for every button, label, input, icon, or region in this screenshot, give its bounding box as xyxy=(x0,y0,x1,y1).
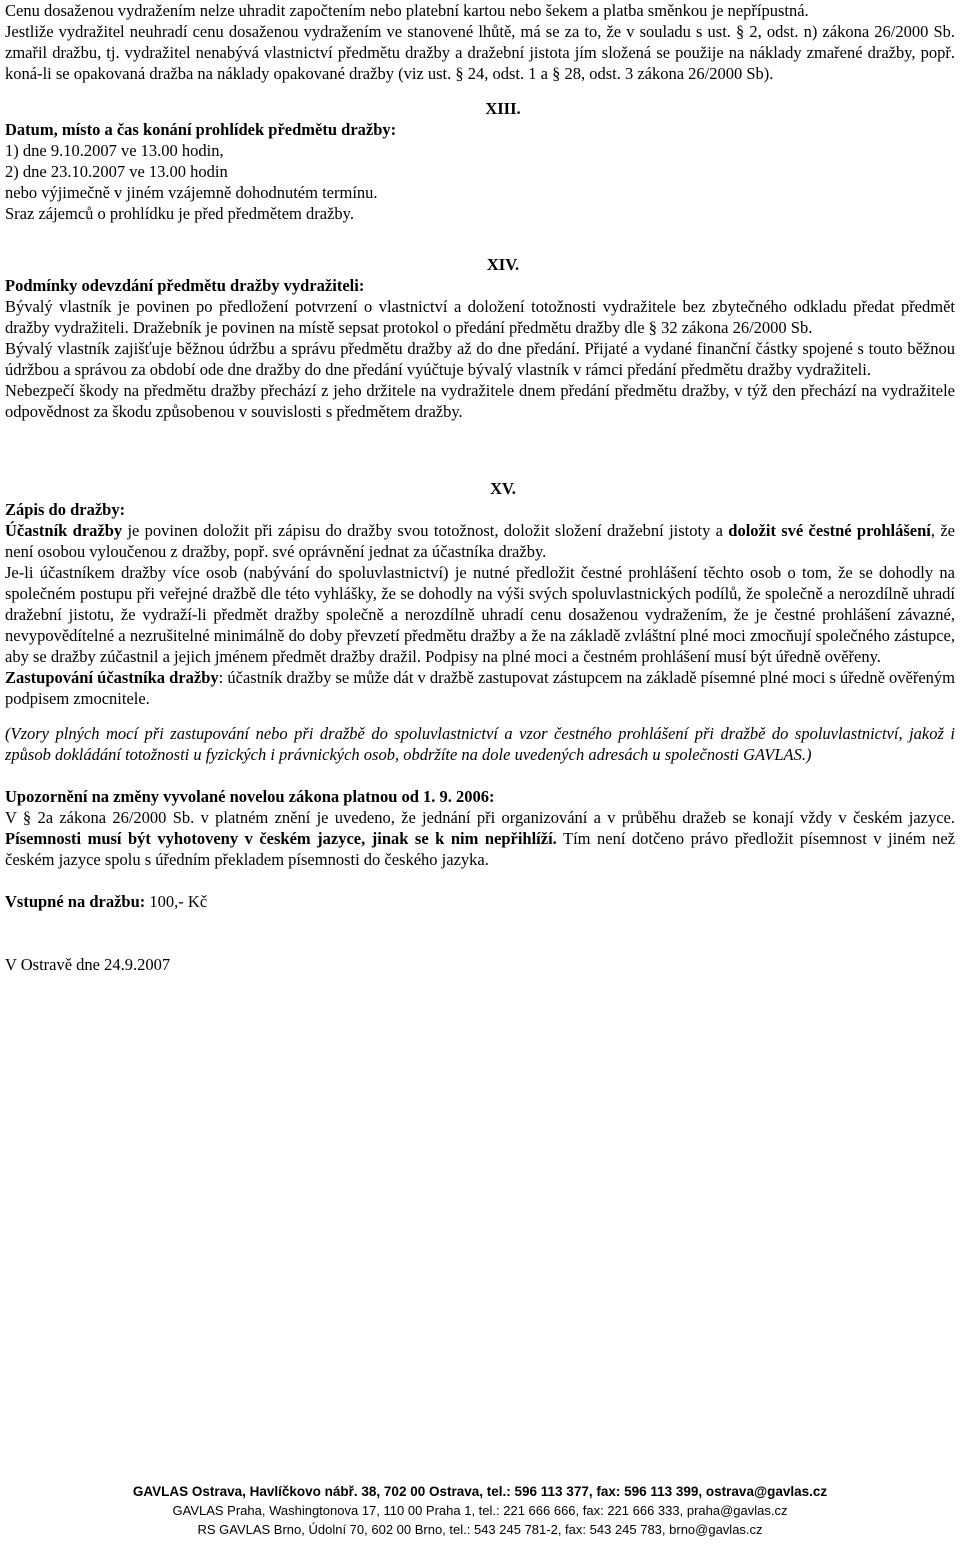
text-run: : účastník dražby se může dát v dražbě zastupovat zástupcem na základě písemné plné moci s úředně ověřeným podpisem zmocnitele. xyxy=(5,668,955,708)
section-xv xyxy=(5,478,955,765)
handover-paragraph-1: Bývalý vlastník je povinen po předložení potvrzení o vlastnictví a doložení totožnosti vydražitele bez zbytečného odkladu předat předmět dražby vydražiteli. Dražebník je povinen na místě sepsat protokol o předání předmětu dražby dle § 32 zákona 26/2000 Sb. xyxy=(5,297,955,337)
spacer xyxy=(5,422,955,464)
text-run: je povinen doložit při zápisu do dražby svou totožnost, doložit složení dražební jistoty a xyxy=(122,521,729,540)
intro-paragraph-default: Jestliže vydražitel neuhradí cenu dosaženou vydražením ve stanovené lhůtě, má se za to, že v souladu s ust. § 2, odst. n) zákona 26/2000 Sb. zmařil dražbu, tj. vydražitel nenabývá vlastnictví předmětu dražby a dražební jistota jím složená se použije na náklady zmařené dražby, popř. koná-li se opakovaná dražba na náklady opakované dražby (viz ust. § 24, odst. 1 a § 28, odst. 3 zákona 26/2000 Sb). xyxy=(5,22,955,83)
text-run: Tím není dotčeno právo předložit písemnost v jiném než českém jazyce spolu s úředním překladem písemnosti do českého jazyka. xyxy=(5,829,955,869)
registration-paragraph-2: Je-li účastníkem dražby více osob (nabývání do spoluvlastnictví) je nutné předložit čestné prohlášení těchto osob o tom, že se dohodly na společném postupu při veřejné dražbě dle této vyhlášky, že se dohodly na výši svých spoluvlastnických podílů, že společně a nerozdílně uhradí dražební jistotu, že vydraží-li předmět dražby společně a nerozdílně uhradí cenu dosaženou vydražením, že je čestné prohlášení závazné, nevypovědítelné a nezrušitelné minimálně do doby převzetí předmětu dražby a že na základě zvláštní plné moci zmocňují společného zástupce, aby se dražby zúčastnil a jejich jménem předmět dražby dražil. Podpisy na plné moci a čestném prohlášení musí být úředně ověřeny. xyxy=(5,563,955,666)
text-run: V § 2a zákona 26/2000 Sb. v platném znění je uvedeno, že jednání při organizování a v průběhu dražeb se konají vždy v českém jazyce. xyxy=(5,808,955,827)
section-heading: Zápis do dražby: xyxy=(5,500,126,519)
section-heading: Podmínky odevzdání předmětu dražby vydražiteli: xyxy=(5,276,365,295)
footer-brno: RS GAVLAS Brno, Údolní 70, 602 00 Brno, tel.: 543 245 781-2, fax: 543 245 783, brno@gavlas.cz xyxy=(197,1522,763,1537)
section-xiii xyxy=(5,98,955,224)
place-date: V Ostravě dne 24.9.2007 xyxy=(5,955,171,974)
section-xiv xyxy=(5,254,955,422)
inspection-date-2: 2) dne 23.10.2007 ve 13.00 hodin xyxy=(5,162,228,181)
spacer xyxy=(5,765,955,786)
inspection-date-1: 1) dne 9.10.2007 ve 13.00 hodin, xyxy=(5,141,224,160)
warning-section xyxy=(5,786,955,870)
text-run: , že není osobou vyloučenou z dražby, popř. své oprávnění jednat za účastníka dražby. xyxy=(5,521,955,561)
spacer xyxy=(5,912,955,954)
document-page xyxy=(5,0,955,975)
spacer xyxy=(5,464,955,478)
spacer xyxy=(5,84,955,98)
entry-fee-label: Vstupné na dražbu: xyxy=(5,892,146,911)
templates-note: (Vzory plných mocí při zastupování nebo při dražbě do spoluvlastnictví a vzor čestného prohlášení při dražbě do spoluvlastnictví, jakož i způsob dokládání totožnosti u fyzických i právnických osob, obdržíte na dole uvedených adresách u společnosti GAVLAS.) xyxy=(5,724,955,764)
spacer xyxy=(5,709,955,723)
footer-praha: GAVLAS Praha, Washingtonova 17, 110 00 Praha 1, tel.: 221 666 666, fax: 221 666 333, praha@gavlas.cz xyxy=(172,1503,788,1518)
section-number: XIII. xyxy=(485,99,521,118)
section-heading: Datum, místo a čas konání prohlídek předmětu dražby: xyxy=(5,120,397,139)
section-number: XIV. xyxy=(486,255,520,274)
inspection-alternative: nebo výjimečně v jiném vzájemně dohodnutém termínu. xyxy=(5,183,378,202)
footer-ostrava: GAVLAS Ostrava, Havlíčkovo nábř. 38, 702 00 Ostrava, tel.: 596 113 377, fax: 596 113 399, ostrava@gavlas.cz xyxy=(132,1484,828,1499)
participant-label: Účastník dražby xyxy=(5,521,123,540)
warning-emphasis: Písemnosti musí být vyhotoveny v českém jazyce, jinak se k nim nepřihlíží. xyxy=(5,829,557,848)
declaration-label: doložit své čestné prohlášení xyxy=(728,521,931,540)
registration-paragraph-3 xyxy=(5,667,955,709)
company-footer xyxy=(0,1482,960,1539)
entry-fee-value: 100,- Kč xyxy=(145,892,208,911)
handover-paragraph-2: Bývalý vlastník zajišťuje běžnou údržbu a správu předmětu dražby až do dne předání. Přijaté a vydané finanční částky spojené s touto běžnou údržbou a správou za období ode dne dražby do dne předání vyúčtuje bývalý vlastník v rámci předání předmětu dražby vydražiteli. xyxy=(5,339,955,379)
spacer xyxy=(5,870,955,891)
warning-text xyxy=(5,807,955,870)
spacer xyxy=(5,224,955,254)
entry-fee xyxy=(5,891,955,912)
inspection-meeting-point: Sraz zájemců o prohlídku je před předmětem dražby. xyxy=(5,204,354,223)
intro-paragraph-payment: Cenu dosaženou vydražením nelze uhradit započtením nebo platební kartou nebo šekem a platba směnkou je nepřípustná. xyxy=(5,1,809,20)
representation-label: Zastupování účastníka dražby xyxy=(5,668,219,687)
warning-heading: Upozornění na změny vyvolané novelou zákona platnou od 1. 9. 2006: xyxy=(5,787,495,806)
section-number: XV. xyxy=(490,479,516,498)
handover-paragraph-3: Nebezpečí škody na předmětu dražby přechází z jeho držitele na vydražitele dnem předání předmětu dražby, v týž den přechází na vydražitele odpovědnost za škodu způsobenou v souvislosti s předmětem dražby. xyxy=(5,381,955,421)
registration-paragraph-1 xyxy=(5,520,955,562)
